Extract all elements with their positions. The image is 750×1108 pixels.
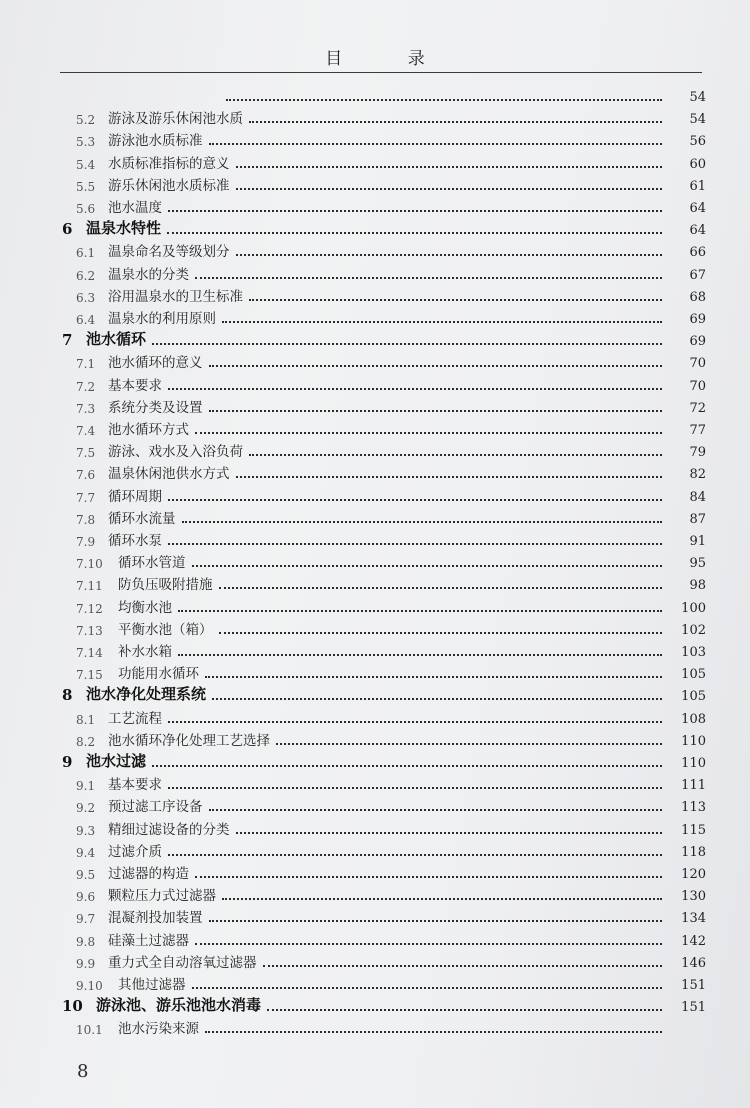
toc-entry-row[interactable] — [0, 483, 750, 505]
toc-entry-title — [76, 462, 230, 482]
toc-entry-title — [76, 640, 172, 660]
toc-entry-title — [76, 285, 243, 305]
toc-entry-label: 混凝剂投加装置 — [108, 910, 203, 927]
toc-entry-label: 游泳及游乐休闲池水质 — [108, 111, 243, 128]
toc-entry-row[interactable] — [0, 305, 750, 327]
toc-entry-row[interactable] — [0, 971, 750, 993]
dot-leader — [168, 854, 662, 856]
dot-leader — [168, 721, 662, 723]
toc-page-number: 120 — [681, 867, 706, 882]
toc-entry-title — [76, 529, 162, 549]
dot-leader — [152, 765, 662, 767]
toc-entry-label: 温泉水的利用原则 — [108, 311, 216, 327]
toc-entry-number: 9.9 — [76, 956, 96, 971]
toc-page-number: 95 — [689, 556, 706, 572]
toc-entry-row[interactable] — [0, 705, 750, 727]
toc-entry-label: 基本要求 — [108, 777, 162, 794]
toc-page-number: 67 — [689, 267, 706, 283]
toc-entry-label: 池水温度 — [108, 200, 162, 216]
toc-entry-label: 池水净化处理系统 — [86, 685, 207, 704]
dot-leader — [182, 521, 663, 523]
toc-page-number: 134 — [681, 911, 706, 927]
toc-page-number: 69 — [689, 334, 706, 350]
toc-page-number: 151 — [681, 978, 706, 993]
toc-page-number: 61 — [689, 178, 706, 194]
toc-entry-number: 9.5 — [76, 868, 96, 882]
toc-entry-label: 平衡水池（箱） — [118, 621, 213, 638]
toc-page-number: 100 — [681, 600, 706, 616]
toc-page-number: 82 — [689, 467, 706, 483]
toc-entry-number: 6.3 — [76, 290, 96, 305]
toc-page-number: 72 — [689, 400, 706, 416]
dot-leader — [168, 499, 662, 501]
dot-leader — [209, 920, 663, 922]
toc-chapter-row[interactable] — [0, 749, 750, 771]
toc-entry-title — [76, 818, 230, 838]
dot-leader — [192, 565, 663, 567]
toc-entry-title — [76, 884, 216, 904]
dot-leader — [178, 610, 662, 612]
toc-page-number: 70 — [689, 356, 706, 372]
toc-entry-title — [76, 951, 257, 971]
toc-entry-number: 5.4 — [76, 157, 96, 172]
toc-entry-number: 7.6 — [76, 468, 96, 483]
toc-entry-number: 7.7 — [76, 490, 96, 505]
toc-entry-number: 6.4 — [76, 313, 96, 327]
toc-page-number: 77 — [689, 423, 706, 438]
toc-entry-row[interactable] — [0, 238, 750, 260]
toc-entry-number: 7.1 — [76, 357, 96, 372]
toc-entry-title — [76, 418, 189, 438]
toc-page-number: 66 — [689, 245, 706, 261]
toc-page-number: 113 — [681, 800, 706, 816]
toc-entry-row[interactable] — [0, 904, 750, 926]
toc-entry-label: 硅藻土过滤器 — [108, 932, 189, 949]
toc-entry-row[interactable] — [0, 771, 750, 793]
dot-leader — [195, 277, 662, 279]
dot-leader — [192, 987, 663, 989]
toc-page-number: 146 — [681, 955, 706, 971]
toc-entry-label: 防负压吸附措施 — [118, 577, 213, 594]
toc-page-number: 103 — [681, 645, 706, 660]
toc-entry-label: 过滤器的构造 — [108, 866, 189, 882]
toc-entry-number: 9.6 — [76, 890, 96, 905]
toc-entry-label: 循环水泵 — [108, 533, 162, 549]
toc-entry-label: 过滤介质 — [108, 843, 162, 860]
toc-entry-label: 其他过滤器 — [118, 977, 186, 993]
toc-entry-number: 7.3 — [76, 401, 96, 416]
page-header-title: 目 录 — [325, 49, 455, 69]
toc-entry-title — [76, 107, 243, 127]
toc-page-number: 110 — [681, 756, 706, 771]
toc-entry-number: 7.14 — [76, 646, 103, 660]
toc-entry-number: 5.5 — [76, 179, 96, 194]
toc-entry-number: 7.8 — [76, 512, 96, 527]
toc-entry-number: 7.2 — [76, 379, 96, 394]
toc-entry-title — [76, 840, 162, 860]
page-number: 8 — [77, 1061, 89, 1082]
toc-entry-number: 10.1 — [76, 1023, 103, 1038]
toc-entry-row[interactable] — [0, 372, 750, 394]
toc-page-number: 118 — [681, 844, 706, 860]
toc-entry-row[interactable] — [0, 416, 750, 438]
dot-leader — [178, 654, 662, 656]
toc-page-number: 142 — [681, 933, 706, 949]
toc-entry-row[interactable] — [0, 727, 750, 749]
toc-page-number: 110 — [681, 733, 706, 749]
toc-entry-label: 池水过滤 — [86, 752, 147, 770]
dot-leader — [209, 410, 663, 412]
toc-entry-title — [76, 662, 199, 682]
dot-leader — [209, 809, 663, 811]
dot-leader — [209, 143, 663, 145]
toc-page-number: 108 — [681, 711, 706, 727]
dot-leader — [236, 476, 663, 478]
dot-leader — [168, 388, 662, 390]
toc-entry-number: 10 — [62, 997, 83, 1016]
toc-page-number: 79 — [689, 445, 706, 461]
toc-entry-label: 池水循环方式 — [108, 422, 189, 438]
dot-leader — [236, 832, 663, 834]
toc-entry-number: 7.15 — [76, 668, 103, 683]
toc-entry-title — [76, 307, 216, 327]
dot-leader — [267, 1009, 662, 1011]
toc-entry-title — [76, 862, 189, 882]
toc-entry-number: 9.8 — [76, 934, 96, 949]
toc-entry-title — [76, 618, 213, 638]
dot-leader — [249, 299, 662, 301]
toc-entry-label: 游泳池水质标准 — [108, 133, 203, 150]
toc-page-number: 87 — [689, 511, 706, 527]
toc-entry-title — [62, 994, 261, 1015]
toc-entry-title — [76, 596, 172, 616]
toc-entry-row[interactable] — [0, 172, 750, 194]
toc-entry-row[interactable] — [0, 83, 750, 105]
toc-entry-label: 循环周期 — [108, 488, 162, 505]
dot-leader — [249, 121, 662, 123]
toc-entry-number: 5.6 — [76, 202, 96, 216]
dot-leader — [263, 965, 663, 967]
toc-entry-label: 循环水管道 — [118, 555, 186, 572]
toc-entry-number: 8.2 — [76, 734, 96, 749]
toc-entry-row[interactable] — [0, 527, 750, 549]
toc-entry-row[interactable] — [0, 505, 750, 527]
dot-leader — [219, 587, 663, 589]
toc-entry-number: 6 — [62, 220, 73, 239]
toc-entry-row[interactable] — [0, 150, 750, 172]
toc-entry-row[interactable] — [0, 638, 750, 660]
toc-entry-label: 循环水流量 — [108, 510, 176, 527]
toc-entry-number: 7.9 — [76, 535, 96, 549]
toc-entry-title — [76, 795, 203, 815]
toc-chapter-row[interactable] — [0, 327, 750, 349]
dot-leader — [195, 432, 662, 434]
toc-entry-title — [76, 929, 189, 949]
toc-entry-title — [76, 707, 162, 727]
toc-entry-label: 重力式全自动溶氧过滤器 — [108, 954, 257, 971]
dot-leader — [222, 898, 662, 900]
dot-leader — [219, 632, 663, 634]
toc-entry-title — [76, 906, 203, 926]
toc-entry-label: 池水循环 — [86, 330, 147, 349]
dot-leader — [209, 365, 663, 367]
toc-entry-row[interactable] — [0, 194, 750, 216]
toc-entry-number: 7.13 — [76, 623, 103, 638]
toc-chapter-row[interactable] — [0, 682, 750, 704]
toc-entry-label: 温泉命名及等级划分 — [108, 244, 230, 261]
toc-entry-number: 6.2 — [76, 268, 96, 283]
toc-entry-number: 9.3 — [76, 823, 96, 838]
toc-entry-title — [76, 174, 230, 194]
toc-page-number: 54 — [689, 90, 706, 105]
toc-entry-number: 7.10 — [76, 557, 103, 572]
dot-leader — [222, 321, 662, 323]
toc-entry-number: 9.7 — [76, 912, 96, 927]
toc-entry-title — [76, 573, 213, 593]
dot-leader — [168, 543, 662, 545]
toc-page-number: 111 — [681, 778, 706, 794]
toc-page-number: 115 — [681, 822, 706, 838]
dot-leader — [236, 166, 663, 168]
toc-entry-title — [76, 196, 162, 216]
toc-page-number: 91 — [689, 534, 706, 549]
dot-leader — [168, 787, 662, 789]
toc-entry-label: 游泳、戏水及入浴负荷 — [108, 444, 243, 461]
toc-page-number: 98 — [689, 578, 706, 594]
toc-entry-title — [76, 396, 203, 416]
toc-entry-title — [76, 240, 230, 260]
toc-entry-number: 9.1 — [76, 779, 96, 794]
toc-entry-label: 游乐休闲池水质标准 — [108, 177, 230, 194]
dot-leader — [205, 1031, 662, 1033]
toc-entry-row[interactable] — [0, 283, 750, 305]
toc-entry-title — [76, 551, 186, 571]
toc-entry-row[interactable] — [0, 571, 750, 593]
toc-entry-row[interactable] — [0, 438, 750, 460]
toc-entry-label: 池水循环的意义 — [108, 355, 203, 372]
toc-entry-number: 8 — [62, 686, 73, 705]
toc-entry-row[interactable] — [0, 882, 750, 904]
toc-entry-title — [76, 729, 270, 749]
toc-entry-label: 均衡水池 — [118, 599, 172, 616]
toc-entry-title — [76, 129, 203, 149]
toc-page-number: 84 — [689, 489, 706, 505]
toc-entry-label: 温泉水的分类 — [108, 266, 189, 283]
toc-entry-number: 7.12 — [76, 601, 103, 616]
toc-entry-label: 系统分类及设置 — [108, 399, 203, 416]
toc-page-number: 54 — [689, 112, 706, 128]
dot-leader — [236, 188, 663, 190]
toc-entry-row[interactable] — [0, 816, 750, 838]
toc-entry-label: 工艺流程 — [108, 710, 162, 727]
toc-entry-label: 温泉休闲池供水方式 — [108, 466, 230, 483]
toc-entry-number: 7.4 — [76, 424, 96, 438]
toc-entry-row[interactable] — [0, 949, 750, 971]
toc-entry-number: 6.1 — [76, 246, 96, 261]
toc-page-number: 56 — [689, 134, 706, 150]
toc-entry-row[interactable] — [0, 793, 750, 815]
toc-entry-row[interactable] — [0, 860, 750, 882]
toc-entry-label: 功能用水循环 — [118, 666, 199, 683]
toc-entry-row[interactable] — [0, 127, 750, 149]
dot-leader — [236, 254, 663, 256]
toc-entry-row[interactable] — [0, 261, 750, 283]
toc-entry-row[interactable] — [0, 660, 750, 682]
toc-page-number: 130 — [681, 889, 706, 905]
toc-entry-number: 7 — [62, 331, 73, 350]
toc-entry-title — [62, 683, 206, 704]
toc-entry-number: 9.10 — [76, 979, 103, 993]
toc-entry-label: 颗粒压力式过滤器 — [108, 888, 216, 905]
toc-entry-title — [76, 973, 186, 993]
toc-entry-label: 基本要求 — [108, 377, 162, 394]
dot-leader — [212, 698, 662, 700]
toc-page-number: 69 — [689, 312, 706, 327]
toc-entry-label: 预过滤工序设备 — [108, 799, 203, 816]
toc-entry-number: 9.2 — [76, 801, 96, 816]
toc-entry-title — [76, 351, 203, 371]
toc-entry-label: 游泳池、游乐池池水消毒 — [96, 996, 262, 1015]
toc-entry-row[interactable] — [0, 549, 750, 571]
toc-entry-label: 水质标准指标的意义 — [108, 155, 230, 172]
dot-leader — [195, 876, 662, 878]
toc-page-number: 64 — [689, 223, 706, 239]
toc-page-number: 70 — [689, 378, 706, 394]
toc-entry-title — [62, 217, 161, 238]
toc-entry-title — [76, 507, 176, 527]
toc-entry-title — [62, 750, 146, 771]
toc-entry-row[interactable] — [0, 1015, 750, 1037]
header-rule — [60, 72, 702, 73]
toc-entry-title — [76, 773, 162, 793]
dot-leader — [276, 743, 662, 745]
toc-page-number: 64 — [689, 201, 706, 216]
toc-entry-label: 浴用温泉水的卫生标准 — [108, 288, 243, 305]
toc-entry-number: 7.11 — [76, 579, 103, 594]
toc-entry-title — [76, 263, 189, 283]
toc-page-number: 105 — [681, 667, 706, 683]
toc-entry-label: 池水循环净化处理工艺选择 — [108, 732, 270, 749]
toc-entry-number: 8.1 — [76, 712, 96, 727]
dot-leader — [195, 943, 662, 945]
toc-entry-row[interactable] — [0, 616, 750, 638]
toc-entry-row[interactable] — [0, 594, 750, 616]
toc-entry-title — [76, 374, 162, 394]
toc-page-number: 102 — [681, 622, 706, 638]
toc-entry-row[interactable] — [0, 838, 750, 860]
toc-entry-title — [76, 440, 243, 460]
toc-entry-label: 补水水箱 — [118, 644, 172, 660]
dot-leader — [168, 210, 662, 212]
toc-chapter-row[interactable] — [0, 993, 750, 1015]
toc-entry-row[interactable] — [0, 460, 750, 482]
toc-entry-row[interactable] — [0, 394, 750, 416]
toc-entry-label: 池水污染来源 — [118, 1021, 199, 1038]
toc-entry-number: 5.3 — [76, 135, 96, 150]
dot-leader — [249, 454, 662, 456]
toc-page-number: 151 — [681, 1000, 706, 1016]
toc-entry-label: 温泉水特性 — [86, 219, 162, 238]
toc-entry-row[interactable] — [0, 105, 750, 127]
dot-leader — [205, 676, 662, 678]
toc-entry-number: 5.2 — [76, 113, 96, 128]
toc-entry-number: 7.5 — [76, 446, 96, 461]
toc-entry-title — [76, 1017, 199, 1037]
toc-entry-row[interactable] — [0, 927, 750, 949]
toc-page-number: 105 — [681, 689, 706, 705]
toc-entry-title — [76, 485, 162, 505]
dot-leader — [167, 232, 662, 234]
toc-entry-title — [62, 328, 146, 349]
toc-page-number: 68 — [689, 289, 706, 305]
toc-entry-row[interactable] — [0, 349, 750, 371]
dot-leader — [226, 99, 662, 101]
toc-entry-number: 9 — [62, 753, 73, 771]
toc-chapter-row[interactable] — [0, 216, 750, 238]
toc-page-number: 60 — [689, 156, 706, 172]
dot-leader — [152, 343, 662, 345]
toc-entry-label: 精细过滤设备的分类 — [108, 821, 230, 838]
toc-entry-title — [76, 152, 230, 172]
toc-entry-number: 9.4 — [76, 845, 96, 860]
